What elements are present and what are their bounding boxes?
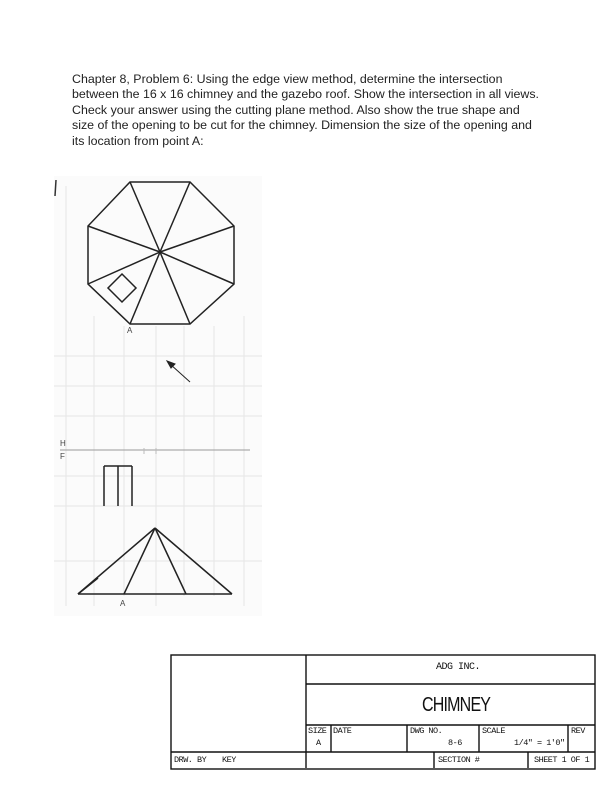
fold-label-f: F — [60, 452, 65, 461]
gazebo-drawing-svg — [54, 176, 264, 618]
title-block-grid — [170, 654, 596, 770]
size-value: A — [316, 738, 321, 748]
company-name: ADG INC. — [436, 662, 481, 673]
fold-label-h: H — [60, 439, 66, 448]
dwg-no-value: 8-6 — [448, 738, 462, 748]
point-a-top-label: A — [127, 326, 133, 335]
problem-statement: Chapter 8, Problem 6: Using the edge view method, determine the intersection between the 16 x 16 chimney and the gazebo roof. Show the intersection in all views. Check your answer using the cutting plane method. Also show the true shape and size of the opening to be cut for the chimney. Dimension the size of the opening and its location from point A: — [72, 72, 539, 148]
scan-edge-mark — [55, 180, 56, 196]
section-label: SECTION # — [438, 755, 480, 765]
drawn-by-label: DRW. BY — [174, 755, 207, 765]
sheet-label: SHEET 1 OF 1 — [534, 755, 590, 765]
size-label: SIZE — [308, 726, 327, 736]
rev-label: REV — [571, 726, 585, 736]
scan-background — [54, 176, 262, 616]
scale-label: SCALE — [482, 726, 506, 736]
gazebo-drawing — [54, 176, 264, 618]
drawing-title: CHIMNEY — [422, 694, 491, 716]
point-a-front-label: A — [120, 599, 126, 608]
dwg-no-label: DWG NO. — [410, 726, 443, 736]
date-label: DATE — [333, 726, 352, 736]
scale-value: 1/4" = 1'0" — [514, 738, 565, 748]
drawn-by-value: KEY — [222, 755, 236, 765]
title-block — [170, 654, 596, 770]
